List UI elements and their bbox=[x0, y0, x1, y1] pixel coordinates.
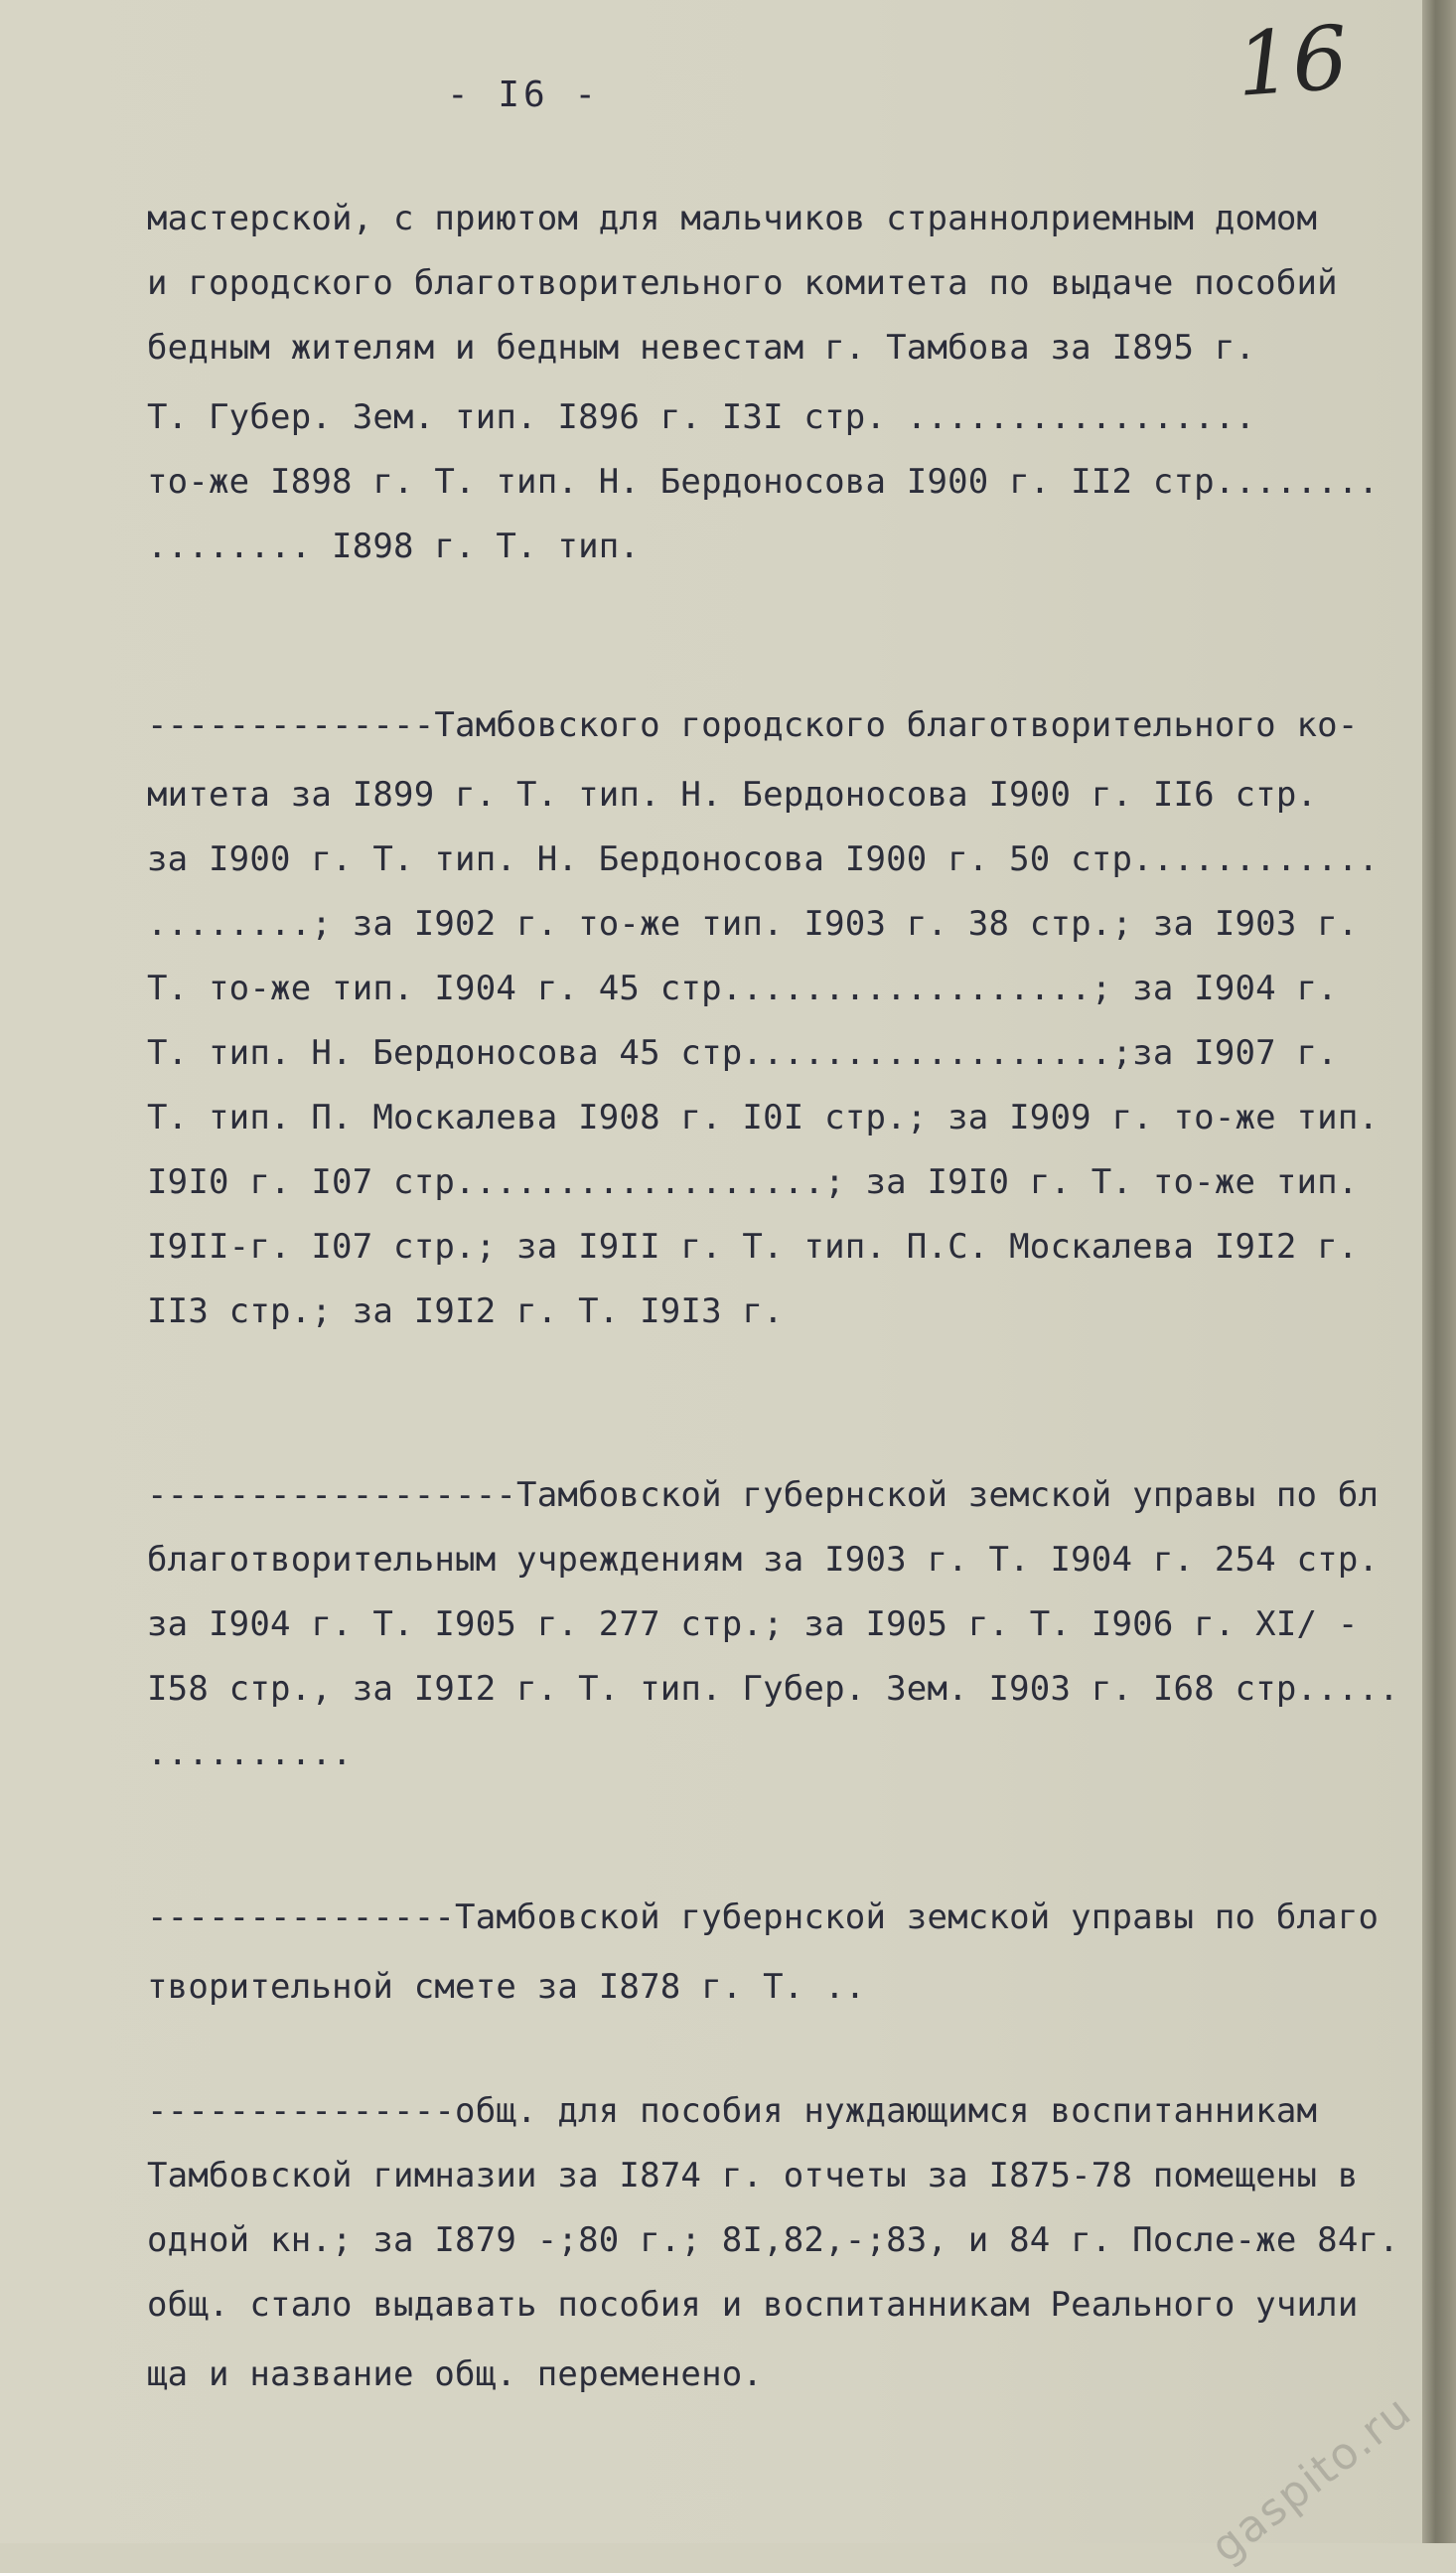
handwritten-page-number: 16 bbox=[1233, 6, 1352, 116]
text-line: ща и название общ. переменено. bbox=[147, 2354, 764, 2394]
text-line: I9II-г. I07 стр.; за I9II г. Т. тип. П.С. Москалева I9I2 г. bbox=[147, 1227, 1359, 1267]
page-edge-shadow bbox=[1422, 0, 1456, 2543]
text-line: Т. тип. Н. Бердоносова 45 стр..................;за I907 г. bbox=[147, 1033, 1338, 1073]
text-line: ........; за I902 г. то-же тип. I903 г. 38 стр.; за I903 г. bbox=[147, 904, 1359, 944]
text-line: Тамбовской гимназии за I874 г. отчеты за I875-78 помещены в bbox=[147, 2156, 1359, 2195]
text-line: за I904 г. Т. I905 г. 277 стр.; за I905 г. Т. I906 г. XI/ - bbox=[147, 1604, 1359, 1644]
watermark: gaspito.ru bbox=[1201, 2385, 1422, 2573]
text-line: I9I0 г. I07 стр..................; за I9I0 г. Т. то-же тип. bbox=[147, 1162, 1359, 1202]
text-line: бедным жителям и бедным невестам г. Тамбова за I895 г. bbox=[147, 328, 1256, 368]
text-line: II3 стр.; за I9I2 г. Т. I9I3 г. bbox=[147, 1291, 784, 1331]
text-line: Т. то-же тип. I904 г. 45 стр..................; за I904 г. bbox=[147, 969, 1338, 1008]
text-line: мастерской, с приютом для мальчиков страннолриемным домом bbox=[147, 199, 1318, 238]
text-line: одной кн.; за I879 -;80 г.; 8I,82,-;83, и 84 г. После-же 84г. bbox=[147, 2220, 1399, 2260]
text-line: за I900 г. Т. тип. Н. Бердоносова I900 г. 50 стр............ bbox=[147, 839, 1380, 879]
text-line: ------------------Тамбовской губернской земской управы по бл bbox=[147, 1475, 1380, 1515]
text-line: --------------Тамбовского городского благотворительного ко- bbox=[147, 705, 1359, 745]
text-line: творительной смете за I878 г. Т. .. bbox=[147, 1967, 866, 2007]
text-line: I58 стр., за I9I2 г. Т. тип. Губер. Зем. I903 г. I68 стр..... bbox=[147, 1669, 1399, 1709]
text-line: благотворительным учреждениям за I903 г. Т. I904 г. 254 стр. bbox=[147, 1540, 1380, 1580]
text-line: и городского благотворительного комитета по выдаче пособий bbox=[147, 263, 1338, 303]
text-line: общ. стало выдавать пособия и воспитанникам Реального учили bbox=[147, 2285, 1359, 2325]
text-line: то-же I898 г. Т. тип. Н. Бердоносова I900 г. II2 стр........ bbox=[147, 462, 1380, 502]
text-line: ---------------общ. для пособия нуждающимся воспитанникам bbox=[147, 2091, 1318, 2131]
text-line: ---------------Тамбовской губернской земской управы по благо bbox=[147, 1897, 1380, 1937]
text-line: митета за I899 г. Т. тип. Н. Бердоносова I900 г. II6 стр. bbox=[147, 775, 1318, 815]
text-line: Т. Губер. Зем. тип. I896 г. I3I стр. ................. bbox=[147, 397, 1256, 437]
text-line: Т. тип. П. Москалева I908 г. I0I стр.; за I909 г. то-же тип. bbox=[147, 1098, 1380, 1137]
text-line: .......... bbox=[147, 1734, 353, 1773]
text-line: ........ I898 г. Т. тип. bbox=[147, 527, 641, 566]
page-number: - I6 - bbox=[447, 75, 601, 115]
